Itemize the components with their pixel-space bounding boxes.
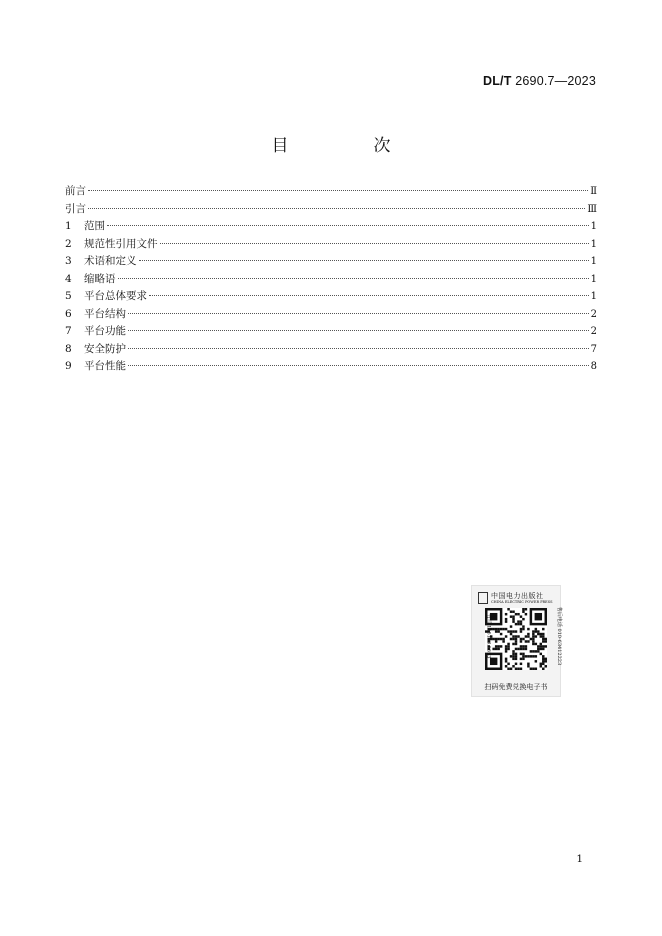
toc-entry[interactable] (65, 323, 597, 341)
toc-entry[interactable] (65, 253, 597, 271)
toc-leader-dots (88, 208, 585, 209)
toc-leader-dots (128, 348, 589, 349)
toc-entry-number: 5 (65, 290, 72, 302)
toc-entry-label: 平台结构 (84, 307, 126, 320)
page-number: 1 (576, 853, 583, 865)
toc-entry-number: 2 (65, 237, 72, 250)
toc-entry-page: 1 (590, 256, 597, 267)
toc-leader-dots (149, 295, 589, 296)
table-of-contents (65, 183, 597, 376)
toc-entry-label: 平台性能 (84, 360, 126, 372)
toc-entry-label: 缩略语 (84, 272, 116, 285)
toc-entry-page: Ⅲ (587, 203, 597, 215)
publisher-name: 中国电力出版社 (491, 591, 544, 600)
toc-entry[interactable] (65, 288, 597, 306)
toc-entry[interactable] (65, 341, 597, 359)
publisher-logo-icon (478, 592, 488, 604)
toc-entry-page: 2 (590, 308, 597, 320)
standard-code (483, 74, 596, 88)
toc-entry-label: 平台功能 (84, 325, 126, 337)
toc-leader-dots (139, 260, 589, 261)
toc-entry-label: 安全防护 (84, 342, 126, 355)
toc-entry[interactable] (65, 306, 597, 324)
toc-leader-dots (128, 330, 589, 331)
toc-entry-number: 9 (65, 360, 72, 372)
qr-card (471, 585, 561, 697)
toc-entry[interactable] (65, 236, 597, 254)
toc-entry-number: 3 (65, 255, 72, 267)
toc-entry-page: 1 (590, 221, 597, 232)
toc-entry-label: 范围 (84, 220, 105, 232)
toc-entry-number: 8 (65, 342, 72, 355)
toc-leader-dots (160, 243, 589, 244)
toc-entry-page: 2 (590, 326, 597, 337)
toc-entry-page: 1 (590, 273, 597, 285)
qr-caption: 扫码免费兑换电子书 (484, 683, 548, 691)
standard-code-prefix: DL/T (482, 74, 512, 88)
toc-entry-label: 规范性引用文件 (84, 237, 158, 250)
toc-entry[interactable] (65, 358, 597, 376)
qr-service-phone: 售后电话 010-63412223 (556, 606, 563, 666)
toc-title: 目 次 (271, 136, 425, 156)
toc-leader-dots (107, 225, 589, 226)
toc-leader-dots (88, 190, 588, 191)
toc-entry-page: 1 (590, 291, 597, 302)
toc-entry-number: 6 (65, 307, 72, 320)
toc-entry-page: 1 (590, 238, 597, 250)
toc-entry-label: 引言 (65, 202, 86, 215)
toc-entry-label: 前言 (65, 185, 86, 197)
publisher-name-en: CHINA ELECTRIC POWER PRESS (491, 599, 553, 604)
toc-entry-label: 术语和定义 (84, 255, 137, 267)
toc-entry-page: 7 (590, 343, 597, 355)
toc-entry[interactable] (65, 218, 597, 236)
toc-entry-number: 1 (65, 220, 72, 232)
toc-leader-dots (128, 313, 589, 314)
toc-entry-number: 4 (65, 272, 72, 285)
toc-leader-dots (128, 365, 589, 366)
toc-leader-dots (118, 278, 589, 279)
toc-entry[interactable] (65, 271, 597, 289)
toc-entry-number: 7 (65, 325, 72, 337)
toc-entry-label: 平台总体要求 (84, 290, 147, 302)
toc-entry-page: Ⅱ (590, 186, 597, 197)
toc-entry[interactable] (65, 183, 597, 201)
publisher-header (478, 590, 554, 605)
standard-code-number: 2690.7—2023 (515, 74, 596, 88)
qr-book-number: 书号 155198.5593 (485, 613, 492, 659)
toc-entry[interactable] (65, 201, 597, 219)
toc-entry-page: 8 (590, 361, 597, 372)
qr-code-icon[interactable] (485, 608, 547, 670)
